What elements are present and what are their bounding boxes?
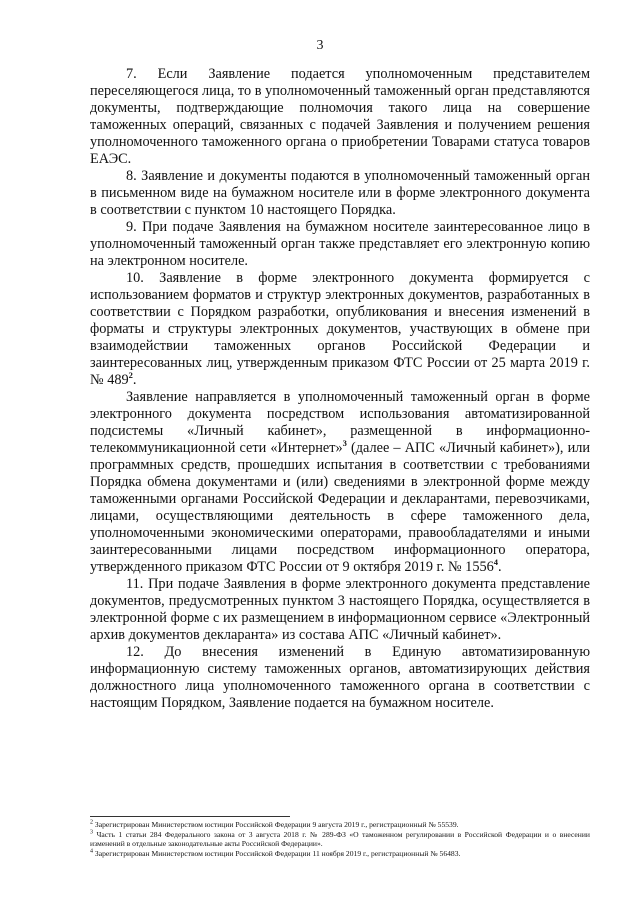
footnote-ref: 3 [342, 438, 347, 449]
footnote-text: Часть 1 статьи 284 Федерального закона от 3 августа 2018 г. № 289-ФЗ «О таможенном регулировании в Российской Федерации и о внесении изменений в отдельные законодательные акты Российской Федерации». [90, 829, 590, 849]
footnote [90, 820, 590, 830]
footnote-divider [90, 816, 290, 817]
footnote [90, 830, 590, 849]
document-body [90, 66, 590, 712]
paragraph-text: (далее – АПС «Личный кабинет»), или программных средств, прошедших испытания в соответствии с требованиями Порядка обмена документами и (или) сведениями в электронной форме между таможенными органами Российской Федерации и декларантами, перевозчиками, лицами, осуществляющими деятельность в сфере таможенного дела, уполномоченными экономическими операторами, правообладателями и иными заинтересованными лицами посредством информационного оператора, утвержденного приказом ФТС России от 9 октября 2019 г. № 1556 [90, 440, 590, 575]
footnotes [90, 820, 590, 858]
paragraph-text: 7. Если Заявление подается уполномоченным представителем переселяющегося лица, то в уполномоченный таможенный орган представляются документы, подтверждающие полномочия такого лица на совершение таможенных операций, связанных с подачей Заявления и получением решения уполномоченного таможенного органа о приобретении Товарами статуса товаров ЕАЭС. [90, 66, 590, 167]
paragraph-text: . [498, 559, 502, 575]
paragraph-8 [90, 168, 590, 219]
paragraph-text: 10. Заявление в форме электронного документа формируется с использованием форматов и структур электронных документов, разработанных в соответствии с Порядком разработки, опубликования и внесения изменений в форматы и структуры электронных документов, участвующих в обмене при взаимодействии таможенных органов Российской Федерации и заинтересованных лиц, утвержденным приказом ФТС России от 25 марта 2019 г. № 489 [90, 270, 590, 388]
paragraph-12 [90, 644, 590, 712]
paragraph-text: Заявление направляется в уполномоченный таможенный орган в форме электронного документа посредством использования автоматизированной подсистемы «Личный кабинет», размещенной в информационно-телекоммуникационной сети «Интернет» [90, 389, 590, 456]
paragraph-7 [90, 66, 590, 168]
paragraph-text: . [132, 372, 137, 388]
footnote-number: 3 [90, 829, 93, 836]
paragraph-text: 8. Заявление и документы подаются в уполномоченный таможенный орган в письменном виде на бумажном носителе или в форме электронного документа в соответствии с пунктом 10 настоящего Порядка. [90, 168, 590, 218]
footnote-number: 2 [90, 819, 93, 826]
footnote-ref: 2 [128, 370, 133, 381]
footnote-text: Зарегистрирован Министерством юстиции Российской Федерации 11 ноября 2019 г., регистрационный № 56483. [94, 848, 461, 858]
footnote-ref: 4 [493, 557, 499, 568]
footnote [90, 849, 590, 859]
paragraph-10-continued [90, 389, 590, 576]
paragraph-text: 11. При подаче Заявления в форме электронного документа представление документов, предусмотренных пунктом 3 настоящего Порядка, осуществляется в электронной форме с их размещением в информационном сервисе «Электронный архив документов декларанта» из состава АПС «Личный кабинет». [90, 576, 590, 643]
paragraph-text: 12. До внесения изменений в Единую автоматизированную информационную систему таможенных органов, автоматизирующих действия должностного лица уполномоченного таможенного органа в соответствии с настоящим Порядком, Заявление подается на бумажном носителе. [90, 644, 590, 711]
paragraph-9 [90, 219, 590, 270]
footnote-text: Зарегистрирован Министерством юстиции Российской Федерации 9 августа 2019 г., регистрационный № 55539. [94, 820, 459, 829]
paragraph-11 [90, 576, 590, 644]
footnote-number: 4 [90, 848, 93, 855]
paragraph-text: 9. При подаче Заявления на бумажном носителе заинтересованное лицо в уполномоченный таможенный орган также представляет его электронную копию на электронном носителе. [90, 219, 590, 269]
paragraph-10 [90, 270, 590, 389]
page-number: 3 [316, 38, 324, 53]
